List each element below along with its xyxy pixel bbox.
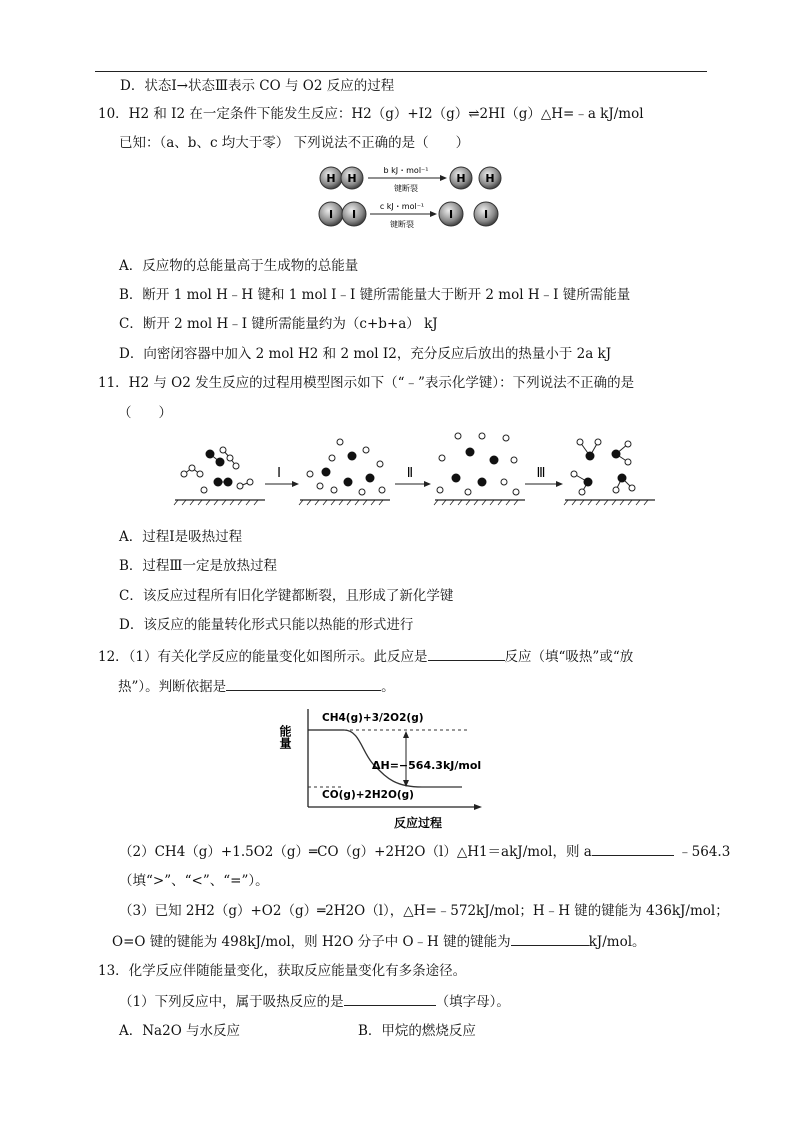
q13-blank-answer[interactable] xyxy=(344,991,436,1006)
q11-reaction-model-figure xyxy=(170,430,670,510)
oxygen-atom-icon xyxy=(366,474,375,483)
oxygen-atom-icon xyxy=(612,450,621,459)
q10-option-c: C．断开 2 mol H﹣I 键所需能量约为（c+b+a） kJ xyxy=(119,316,438,332)
reactant-label: CH4(g)+3/2O2(g) xyxy=(322,712,424,724)
hydrogen-atom-icon xyxy=(595,439,601,445)
hydrogen-atom-icon xyxy=(197,471,203,477)
atom-h-label: H xyxy=(456,172,466,185)
hydrogen-atom-icon xyxy=(220,447,226,453)
step-3-label: Ⅲ xyxy=(536,466,546,481)
ii-energy-label: c kJ・mol⁻¹ xyxy=(379,202,425,211)
hydrogen-atom-icon xyxy=(577,439,583,445)
hydrogen-atom-icon xyxy=(625,459,631,465)
y-axis-label: 能量 xyxy=(278,725,292,749)
hydrogen-atom-icon xyxy=(439,455,445,461)
hydrogen-atom-icon xyxy=(613,487,619,493)
dh-arrowhead-up-icon xyxy=(403,731,409,738)
oxygen-atom-icon xyxy=(206,450,215,459)
hydrogen-atom-icon xyxy=(503,435,509,441)
hydrogen-atom-icon xyxy=(377,461,383,467)
q13-option-a: A．Na2O 与水反应 xyxy=(119,1023,241,1039)
q12-part2-line1 xyxy=(119,841,730,862)
q12-blank-basis[interactable] xyxy=(226,676,381,691)
q12-part1-text-b: 反应（填“吸热”或“放 xyxy=(504,649,634,665)
hydrogen-atom-icon xyxy=(237,483,243,489)
q12-part3-line1: （3）已知 2H2（g）+O2（g）═2H2O（l），△H=﹣572kJ/mol；H﹣H 键的键能为 436kJ/mol； xyxy=(119,903,729,919)
hydrogen-atom-icon xyxy=(479,433,485,439)
hydrogen-atom-icon xyxy=(513,489,519,495)
oxygen-atom-icon xyxy=(224,478,233,487)
hydrogen-atom-icon xyxy=(511,457,517,463)
oxygen-atom-icon xyxy=(214,478,223,487)
q10-stem: 10．H2 和 I2 在一定条件下能发生反应：H2（g）+I2（g）⇌2HI（g）△H=﹣a kJ/mol xyxy=(98,106,644,122)
q11-option-a: A．过程Ⅰ是吸热过程 xyxy=(119,529,243,545)
arrowhead-icon xyxy=(556,481,563,487)
step-2-label: Ⅱ xyxy=(406,466,414,481)
hydrogen-atom-icon xyxy=(329,455,335,461)
product-label: CO(g)+2H2O(g) xyxy=(322,789,414,801)
atom-h-label: H xyxy=(326,172,336,185)
q11-option-b: B．过程Ⅲ一定是放热过程 xyxy=(119,558,277,574)
arrowhead-icon xyxy=(430,211,437,217)
hydrogen-atom-icon xyxy=(307,471,313,477)
oxygen-atom-icon xyxy=(584,478,593,487)
q12-part3-text-c: kJ/mol。 xyxy=(588,934,646,950)
oxygen-atom-icon xyxy=(344,478,353,487)
q12-part1-text-c: 热”）。判断依据是 xyxy=(118,679,227,695)
oxygen-atom-icon xyxy=(452,474,461,483)
atom-i-label: I xyxy=(328,208,334,221)
hh-energy-label: b kJ・mol⁻¹ xyxy=(383,166,429,175)
q12-part1-line2 xyxy=(118,676,395,697)
hydrogen-atom-icon xyxy=(363,447,369,453)
atom-i-label: I xyxy=(483,208,489,221)
q12-blank-type[interactable] xyxy=(428,646,505,661)
q12-part2-line2: （填“>”、“<”、“=”）。 xyxy=(119,873,269,889)
oxygen-atom-icon xyxy=(322,468,331,477)
q12-part1-line1 xyxy=(98,646,633,667)
q12-part1-text-a: 12．（1）有关化学反应的能量变化如图所示。此反应是 xyxy=(98,649,428,665)
hydrogen-atom-icon xyxy=(331,487,337,493)
x-axis-label: 反应过程 xyxy=(394,816,443,830)
q13-part1-line1 xyxy=(119,991,510,1012)
q12-part3-text-b: O=O 键的键能为 498kJ/mol，则 H2O 分子中 O﹣H 键的键能为 xyxy=(112,934,511,950)
q10-known: 已知：（a、b、c 均大于零） 下列说法不正确的是（ ） xyxy=(119,135,470,151)
oxygen-atom-icon xyxy=(478,478,487,487)
q12-part1-text-d: 。 xyxy=(381,679,395,695)
q10-bond-break-figure xyxy=(318,163,508,235)
oxygen-atom-icon xyxy=(618,474,627,483)
dh-label: ΔH=−564.3kJ/mol xyxy=(372,759,482,772)
break-label: 键断裂 xyxy=(390,220,414,229)
q13-part1-text-a: （1）下列反应中，属于吸热反应的是 xyxy=(119,994,344,1010)
q10-option-a: A．反应物的总能量高于生成物的总能量 xyxy=(119,258,359,274)
q11-option-d: D．该反应的能量转化形式只能以热能的形式进行 xyxy=(119,617,414,633)
arrowhead-icon xyxy=(292,481,299,487)
hydrogen-atom-icon xyxy=(579,489,585,495)
q12-energy-diagram xyxy=(278,703,492,831)
hydrogen-atom-icon xyxy=(189,465,195,471)
q9-option-d: D．状态Ⅰ→状态Ⅲ表示 CO 与 O2 反应的过程 xyxy=(120,78,395,94)
q12-blank-compare[interactable] xyxy=(592,841,674,856)
oxygen-atom-icon xyxy=(586,452,595,461)
q10-option-d: D．向密闭容器中加入 2 mol H2 和 2 mol I2，充分反应后放出的热量小于 2a kJ xyxy=(119,346,612,362)
oxygen-atom-icon xyxy=(466,448,475,457)
q13-stem: 13．化学反应伴随能量变化，获取反应能量变化有多条途径。 xyxy=(98,963,467,979)
hydrogen-atom-icon xyxy=(359,489,365,495)
q11-option-c: C．该反应过程所有旧化学键都断裂，且形成了新化学键 xyxy=(119,588,454,604)
hydrogen-atom-icon xyxy=(455,433,461,439)
atom-h-label: H xyxy=(485,172,495,185)
arrowhead-icon xyxy=(424,481,431,487)
hydrogen-atom-icon xyxy=(571,471,577,477)
atom-h-label: H xyxy=(347,172,357,185)
x-axis-arrowhead-icon xyxy=(474,804,482,810)
q12-blank-energy[interactable] xyxy=(511,931,589,946)
hydrogen-atom-icon xyxy=(181,471,187,477)
q11-stem: 11．H2 与 O2 发生反应的过程用模型图示如下（“﹣”表示化学键）：下列说法不正确的是 xyxy=(98,375,635,391)
header-rule xyxy=(95,71,707,72)
break-label: 键断裂 xyxy=(394,184,418,193)
hydrogen-atom-icon xyxy=(337,439,343,445)
hydrogen-atom-icon xyxy=(437,487,443,493)
q11-paren: （ ） xyxy=(118,405,172,421)
q12-part3-line2 xyxy=(112,931,646,952)
oxygen-atom-icon xyxy=(216,458,225,467)
q12-part2-text-a: （2）CH4（g）+1.5O2（g）═CO（g）+2H2O（l）△H1＝akJ/mol，则 a xyxy=(119,844,592,860)
step-1-label: Ⅰ xyxy=(277,466,281,481)
hydrogen-atom-icon xyxy=(501,479,507,485)
hydrogen-atom-icon xyxy=(465,489,471,495)
q13-part1-text-b: （填字母）。 xyxy=(435,994,510,1010)
oxygen-atom-icon xyxy=(348,452,357,461)
hydrogen-atom-icon xyxy=(629,485,635,491)
hydrogen-atom-icon xyxy=(247,479,253,485)
q10-option-b: B．断开 1 mol H﹣H 键和 1 mol I﹣I 键所需能量大于断开 2 mol H﹣I 键所需能量 xyxy=(119,287,631,303)
oxygen-atom-icon xyxy=(490,456,499,465)
q12-part2-text-b: ﹣564.3 xyxy=(678,844,731,860)
hydrogen-atom-icon xyxy=(625,441,631,447)
hydrogen-atom-icon xyxy=(233,463,239,469)
atom-i-label: I xyxy=(448,208,454,221)
arrowhead-icon xyxy=(440,175,447,181)
hydrogen-atom-icon xyxy=(379,487,385,493)
q13-option-b: B．甲烷的燃烧反应 xyxy=(358,1023,476,1039)
hydrogen-atom-icon xyxy=(227,455,233,461)
hydrogen-atom-icon xyxy=(317,483,323,489)
hydrogen-atom-icon xyxy=(201,487,207,493)
atom-i-label: I xyxy=(351,208,357,221)
